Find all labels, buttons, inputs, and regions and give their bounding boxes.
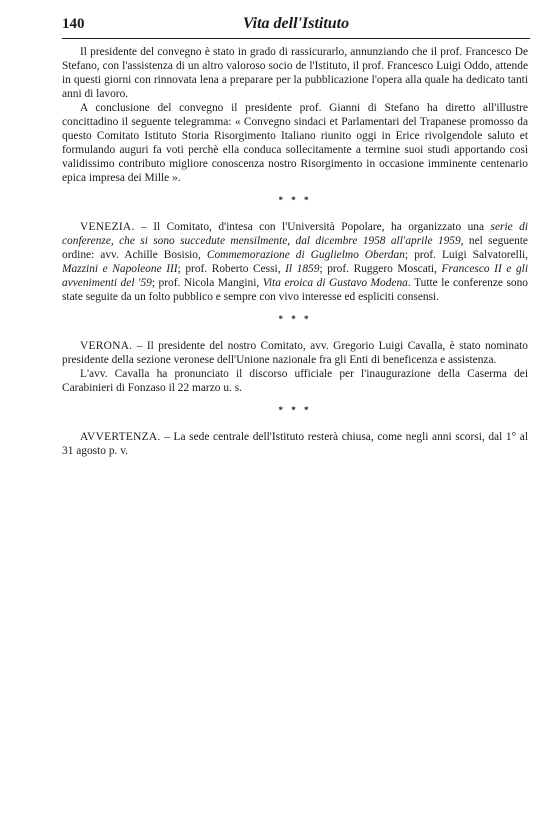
city-label-verona: VERONA. [80,340,133,352]
notice-label: AVVERTENZA. [80,431,161,443]
city-label-venezia: VENEZIA. [80,221,135,233]
section-separator: * * * [278,195,312,205]
section-separator: * * * [278,314,312,324]
paragraph-trapani-1: Il presidente del convegno è stato in grado di rassicurarlo, annunziando che il prof. Francesco De Stefano, con l'assistenza di un altro valoroso socio de l'Istituto, il prof. Francesco Luigi Oddo, attende in questi giorni con rinnovata lena a preparare per la pubblicazione l'opera alla quale ha dedicato tanti anni di lavoro. [62,46,528,100]
paragraph-venezia: VENEZIA. – Il Comitato, d'intesa con l'Università Popolare, ha organizzato una serie di conferenze, che si sono succedute mensilmente, dal dicembre 1958 all'aprile 1959, nel seguente ordine: avv. Achille Bosisio, Commemorazione di Guglielmo Oberdan; prof. Luigi Salvatorelli, Mazzini e Napoleone III; prof. Roberto Cessi, Il 1859; prof. Ruggero Moscati, Francesco II e gli avvenimenti del '59; prof. Nicola Mangini, Vita eroica di Gustavo Modena. Tutte le conferenze sono state seguite da un folto pubblico e sempre con vivo interesse ed espliciti consensi. [62,221,529,303]
article-body [62,45,528,458]
page-header [62,14,530,39]
paragraph-avvertenza: AVVERTENZA. – La sede centrale dell'Istituto resterà chiusa, come negli anni scorsi, dal 1° al 31 agosto p. v. [62,431,528,457]
paragraph-verona-2: L'avv. Cavalla ha pronunciato il discorso ufficiale per l'inaugurazione della Caserma dei Carabinieri di Fonzaso il 22 marzo u. s. [62,368,528,394]
paragraph-trapani-2: A conclusione del convegno il presidente prof. Gianni di Stefano ha diretto all'illustre concittadino il seguente telegramma: « Convegno sindaci et Parlamentari del Trapanese promosso da questo Comitato Istituto Storia Risorgimento Italiano riunito oggi in Erice rivolgendole saluto et formulando auguri fa voti perchè ella conduca sollecitamente a termine suoi studi apportando così validissimo contributo migliore conoscenza nostro Risorgimento in occasione imminente centenario epica impresa dei Mille ». [62,102,528,184]
page-number: 140 [62,16,85,32]
section-separator: * * * [278,405,312,415]
running-title: Vita dell'Istituto [242,15,350,32]
paragraph-verona-1: VERONA. – Il presidente del nostro Comitato, avv. Gregorio Luigi Cavalla, è stato nominato presidente della sezione veronese dell'Unione nazionale fra gli Enti di beneficenza e assistenza. [62,340,528,366]
